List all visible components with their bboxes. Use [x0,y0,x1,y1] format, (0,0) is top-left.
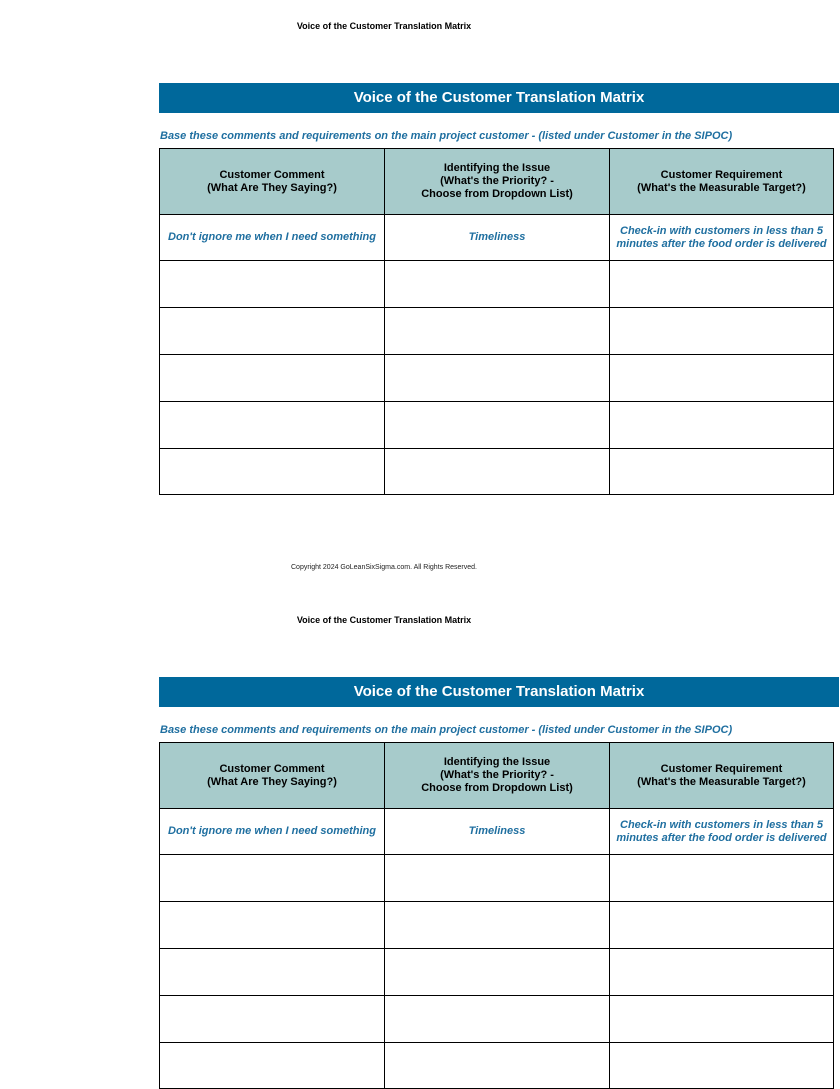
comment-cell[interactable] [159,260,384,307]
col-header-line: Identifying the Issue [443,756,551,768]
requirement-cell[interactable] [609,854,834,901]
comment-cell[interactable] [159,448,384,495]
col-header-comment [159,742,384,808]
col-header-line: (What Are They Saying?) [207,181,337,194]
requirement-cell[interactable] [609,995,834,1042]
comment-cell[interactable] [159,401,384,448]
issue-cell[interactable] [384,995,609,1042]
requirement-cell[interactable] [609,1042,834,1089]
copyright-footer: Copyright 2024 GoLeanSixSigma.com. All Rights Reserved. [291,564,477,571]
issue-cell[interactable] [384,307,609,354]
example-requirement-line: minutes after the food order is delivered [616,831,827,844]
table-row [159,1042,834,1089]
requirement-cell[interactable] [609,901,834,948]
requirement-cell[interactable] [609,401,834,448]
issue-cell[interactable] [384,401,609,448]
col-header-line: (What's the Priority? - [440,769,554,781]
example-issue: Timeliness [468,825,526,837]
col-header-line: Customer Comment [219,168,325,181]
table-row [159,854,834,901]
issue-cell[interactable] [384,948,609,995]
issue-cell[interactable] [384,854,609,901]
matrix-table [159,742,834,1089]
example-issue-cell[interactable] [384,214,609,260]
col-header-line: Customer Comment [219,762,325,775]
example-comment-cell[interactable] [159,214,384,260]
example-issue: Timeliness [468,231,526,243]
requirement-cell[interactable] [609,448,834,495]
comment-cell[interactable] [159,854,384,901]
table-row [159,948,834,995]
table-row [159,995,834,1042]
issue-cell[interactable] [384,354,609,401]
requirement-cell[interactable] [609,307,834,354]
col-header-line: (What Are They Saying?) [207,775,337,788]
comment-cell[interactable] [159,307,384,354]
table-row [159,448,834,495]
table-row [159,260,834,307]
col-header-issue [384,148,609,214]
col-header-line: (What's the Priority? - [440,175,554,187]
comment-cell[interactable] [159,354,384,401]
page-header: Voice of the Customer Translation Matrix [296,21,472,31]
issue-cell[interactable] [384,901,609,948]
comment-cell[interactable] [159,995,384,1042]
page-header: Voice of the Customer Translation Matrix [296,615,472,625]
example-issue-cell[interactable] [384,808,609,854]
header-row [159,742,834,808]
header-row [159,148,834,214]
comment-cell[interactable] [159,1042,384,1089]
col-header-line: Choose from Dropdown List) [421,782,573,794]
example-requirement-cell[interactable] [609,808,834,854]
example-requirement-line: minutes after the food order is delivered [616,237,827,250]
matrix-title: Voice of the Customer Translation Matrix [159,83,839,113]
col-header-requirement [609,742,834,808]
requirement-cell[interactable] [609,948,834,995]
table-row [159,307,834,354]
requirement-cell[interactable] [609,354,834,401]
col-header-line: (What's the Measurable Target?) [637,181,806,194]
example-comment: Don't ignore me when I need something [168,231,376,243]
example-comment-cell[interactable] [159,808,384,854]
table-row [159,901,834,948]
example-requirement-line: Check-in with customers in less than 5 [620,224,823,237]
matrix-table [159,148,834,495]
issue-cell[interactable] [384,260,609,307]
col-header-issue [384,742,609,808]
col-header-line: Identifying the Issue [443,162,551,174]
requirement-cell[interactable] [609,260,834,307]
comment-cell[interactable] [159,948,384,995]
example-requirement-line: Check-in with customers in less than 5 [620,818,823,831]
matrix-title: Voice of the Customer Translation Matrix [159,677,839,707]
example-row [159,808,834,854]
comment-cell[interactable] [159,901,384,948]
instruction-text: Base these comments and requirements on the main project customer - (listed under Customer in the SIPOC) [160,130,733,142]
table-row [159,354,834,401]
issue-cell[interactable] [384,1042,609,1089]
matrix-view-right [160,677,827,1027]
table-row [159,401,834,448]
issue-cell[interactable] [384,448,609,495]
col-header-comment [159,148,384,214]
col-header-requirement [609,148,834,214]
example-requirement-cell[interactable] [609,214,834,260]
col-header-line: Customer Requirement [660,168,783,181]
matrix-view-left [159,83,827,503]
col-header-line: Choose from Dropdown List) [421,188,573,200]
example-row [159,214,834,260]
example-comment: Don't ignore me when I need something [168,825,376,837]
col-header-line: Customer Requirement [660,762,783,775]
col-header-line: (What's the Measurable Target?) [637,775,806,788]
instruction-text: Base these comments and requirements on the main project customer - (listed under Customer in the SIPOC) [160,724,733,736]
